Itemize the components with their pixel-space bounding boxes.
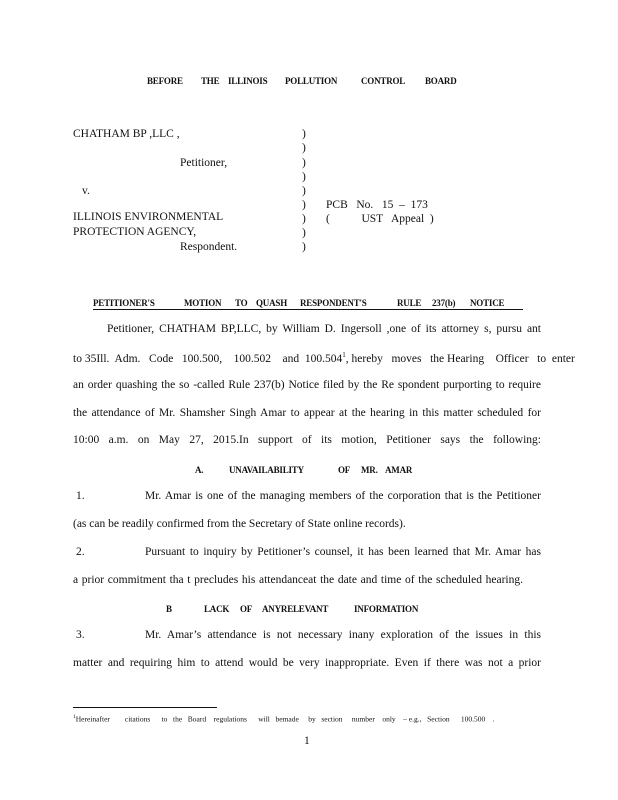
respondent-name-line2: PROTECTION AGENCY, [73, 226, 197, 238]
item-number: 2. [76, 546, 85, 558]
title-word: QUASH [256, 298, 288, 308]
header-word: ILLINOIS [228, 76, 268, 86]
intro-line [73, 351, 575, 365]
section-word: INFORMATION [354, 604, 419, 614]
footnote [73, 714, 495, 724]
title-word: PETITIONER'S [93, 298, 155, 308]
header-word: THE [201, 76, 220, 86]
caption-paren: ) [302, 185, 306, 197]
item-line: a prior commitment tha t precludes his attendanceat the date and time of the scheduled hearing. [73, 574, 523, 586]
item-line: Mr. Amar is one of the managing members of the corporation that is the Petitioner [145, 490, 541, 502]
caption-paren: ) [302, 157, 306, 169]
item-line: matter and requiring him to attend would be very inappropriate. Even if there was not a prior [73, 657, 541, 669]
title-word: MOTION [184, 298, 222, 308]
item-number: 1. [76, 490, 85, 502]
header-word: BOARD [425, 76, 457, 86]
footnote-reference: 1 [342, 351, 346, 359]
intro-line-part: to 35Ill. Adm. Code 100.500, 100.502 and 100.504 [73, 352, 343, 365]
item-number: 3. [76, 629, 85, 641]
caption-paren: ) [302, 171, 306, 183]
page-number: 1 [304, 735, 310, 747]
section-word: B [166, 604, 172, 614]
case-number: PCB No. 15 – 173 [326, 199, 428, 211]
header-word: CONTROL [361, 76, 406, 86]
footnote-text: Hereinafter citations to the Board regulations will bemade by section number only – e.g., Section 100.500 . [75, 714, 495, 724]
section-word: ANYRELEVANT [262, 604, 329, 614]
title-word: RULE [397, 298, 422, 308]
caption-paren: ) [302, 213, 306, 225]
title-word: TO [235, 298, 248, 308]
item-line: Mr. Amar’s attendance is not necessary inany exploration of the issues in this [145, 629, 541, 641]
title-word: RESPONDENT'S [300, 298, 367, 308]
petitioner-label: Petitioner, [180, 157, 228, 169]
section-word: AMAR [385, 465, 413, 475]
intro-line: Petitioner, CHATHAM BP,LLC, by William D. Ingersoll ,one of its attorney s, pursu ant [107, 323, 541, 335]
header-word: POLLUTION [285, 76, 338, 86]
section-word: MR. [361, 465, 378, 475]
caption-paren: ) [302, 128, 306, 140]
header-word: BEFORE [147, 76, 183, 86]
section-word: OF [240, 604, 253, 614]
item-line: Pursuant to inquiry by Petitioner’s counsel, it has been learned that Mr. Amar has [145, 546, 541, 558]
footnote-separator [73, 707, 217, 708]
section-word: OF [338, 465, 351, 475]
title-word: 237(b) [432, 298, 456, 308]
respondent-name-line1: ILLINOIS ENVIRONMENTAL [73, 211, 224, 223]
case-type: ( UST Appeal ) [326, 213, 434, 225]
intro-line-part: , hereby moves the Hearing Officer to enter [345, 352, 575, 365]
respondent-label: Respondent. [180, 241, 238, 253]
title-underline [93, 309, 523, 310]
section-word: UNAVAILABILITY [229, 465, 304, 475]
section-word: LACK [204, 604, 230, 614]
caption-paren: ) [302, 241, 306, 253]
caption-paren: ) [302, 142, 306, 154]
caption-paren: ) [302, 199, 306, 211]
versus-label: v. [82, 185, 90, 197]
caption-paren: ) [302, 227, 306, 239]
intro-line: 10:00 a.m. on May 27, 2015.In support of its motion, Petitioner says the following: [73, 434, 541, 446]
item-line: (as can be readily confirmed from the Secretary of State online records). [73, 518, 406, 530]
intro-line: the attendance of Mr. Shamsher Singh Amar to appear at the hearing in this matter scheduled for [73, 407, 541, 419]
footnote-marker: 1 [73, 714, 76, 720]
section-word: A. [195, 465, 204, 475]
petitioner-name: CHATHAM BP ,LLC , [73, 128, 180, 140]
intro-line: an order quashing the so -called Rule 237(b) Notice filed by the Re spondent purporting to require [73, 379, 541, 391]
title-word: NOTICE [470, 298, 505, 308]
